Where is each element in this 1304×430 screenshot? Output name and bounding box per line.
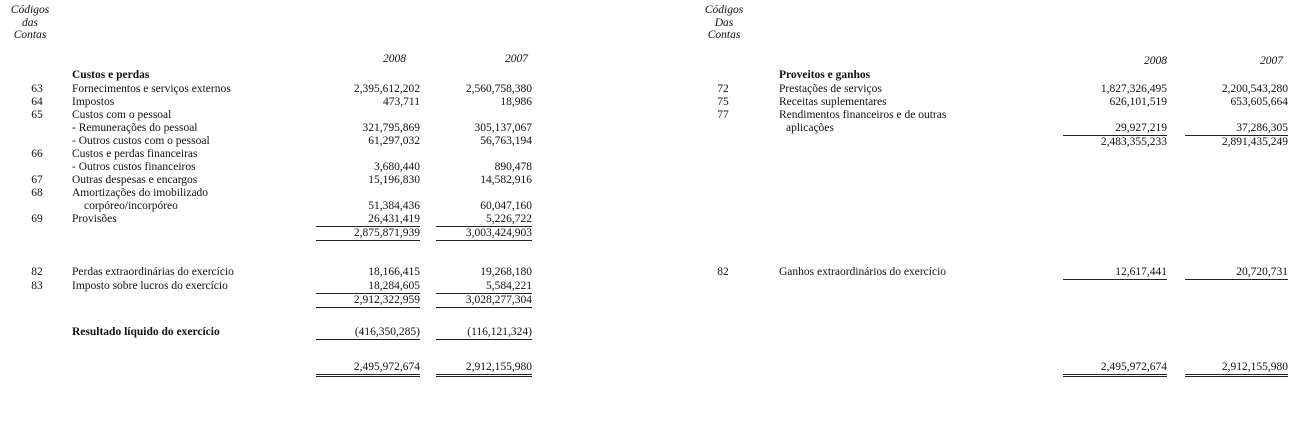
cost-label: Fornecimentos e serviços externos [72,83,231,95]
cost-code: 66 [31,148,43,160]
cost-code: 83 [31,280,43,292]
cost-code: 64 [31,96,43,108]
cost-label: Imposto sobre lucros do exercício [72,280,228,292]
revenue-subtotal-2008: 2,483,355,233 [1100,136,1167,148]
net-result-2007: (116,121,324) [436,326,532,340]
right-codes-line-2: Das [714,16,734,29]
cost-value-2008: 3,680,440 [374,161,420,173]
cost-value-2008: 18,166,415 [368,266,420,278]
cost-value-2007: 18,986 [500,96,532,108]
revenue-value-2007: 2,200,543,280 [1221,83,1288,95]
revenue-subtotal-2007: 2,891,435,249 [1221,136,1288,148]
cost-label: corpóreo/incorpóreo [84,200,178,212]
costs-subtotal-2008: 2,875,871,939 [316,227,420,241]
cost-code: 67 [31,174,43,186]
left-codes-line-2: das [22,16,38,29]
revenue-label: Ganhos extraordinários do exercício [779,266,947,278]
costs-subtotal-2007: 3,003,424,903 [436,227,532,241]
cost-value-2007: 56,763,194 [480,135,532,147]
costs-subtotal2-2007: 3,028,277,304 [436,294,532,308]
cost-value-2008: 15,196,830 [368,174,420,186]
right-year-2007: 2007 [1260,55,1283,67]
revenue-title: Proveitos e ganhos [779,69,871,81]
revenue-value-2007: 37,286,305 [1185,122,1288,136]
revenue-label: Prestações de serviços [779,83,882,95]
cost-label: - Remunerações do pessoal [72,122,198,134]
cost-value-2008: 51,384,436 [368,200,420,212]
cost-value-2008: 2,395,612,202 [353,83,420,95]
revenue-label: Rendimentos financeiros e de outras [779,109,947,121]
costs-total-2007: 2,912,155,980 [436,361,532,377]
revenue-code: 77 [717,109,729,121]
cost-value-2007: 14,582,916 [480,174,532,186]
right-codes-line-3: Contas [707,29,741,41]
left-codes-header [2,4,58,42]
revenue-code: 75 [717,96,729,108]
cost-label: - Outros custos financeiros [72,161,196,173]
revenue-value-2008: 626,101,519 [1109,96,1167,108]
cost-value-2008: 26,431,419 [316,213,420,227]
costs-title: Custos e perdas [72,69,150,81]
costs-total-2008: 2,495,972,674 [316,361,420,377]
revenue-value-2008: 12,617,441 [1063,266,1167,280]
revenue-code: 82 [717,266,729,278]
cost-label: Outras despesas e encargos [72,174,198,186]
cost-value-2007: 305,137,067 [474,122,532,134]
cost-label: Custos e perdas financeiras [72,148,198,160]
cost-label: - Outros custos com o pessoal [72,135,210,147]
left-year-2008: 2008 [383,53,406,65]
cost-label: Impostos [72,96,115,108]
cost-value-2007: 2,560,758,380 [465,83,532,95]
costs-subtotal2-2008: 2,912,322,959 [316,294,420,308]
revenue-value-2008: 1,827,326,495 [1100,83,1167,95]
cost-label: Provisões [72,213,117,225]
revenue-total-2008: 2,495,972,674 [1063,361,1167,377]
cost-label: Custos com o pessoal [72,109,172,121]
left-codes-line-3: Contas [13,29,47,41]
cost-value-2007: 60,047,160 [480,200,532,212]
cost-code: 69 [31,213,43,225]
cost-label: Amortizações do imobilizado [72,187,209,199]
revenue-value-2007: 20,720,731 [1185,266,1288,280]
left-codes-line-1: Códigos [10,4,50,16]
cost-code: 65 [31,109,43,121]
right-codes-line-1: Códigos [704,4,744,16]
net-result-2008: (416,350,285) [316,326,420,340]
left-year-2007: 2007 [505,53,528,65]
revenue-label: aplicações [786,122,834,134]
cost-value-2008: 321,795,869 [362,122,420,134]
revenue-total-2007: 2,912,155,980 [1185,361,1288,377]
cost-value-2007: 5,584,221 [436,280,532,294]
right-codes-header [700,4,748,42]
cost-code: 63 [31,83,43,95]
revenue-value-2007: 653,605,664 [1230,96,1288,108]
right-year-2008: 2008 [1144,55,1167,67]
cost-value-2007: 19,268,180 [480,266,532,278]
revenue-label: Receitas suplementares [779,96,887,108]
cost-label: Perdas extraordinárias do exercício [72,266,234,278]
revenue-value-2008: 29,927,219 [1063,122,1167,136]
cost-value-2008: 18,284,605 [316,280,420,294]
cost-value-2008: 61,297,032 [368,135,420,147]
revenue-code: 72 [717,83,729,95]
net-result-label: Resultado líquido do exercício [72,326,220,338]
cost-value-2007: 890,478 [494,161,532,173]
cost-code: 68 [31,187,43,199]
cost-value-2007: 5,226,722 [436,213,532,227]
cost-value-2008: 473,711 [383,96,420,108]
cost-code: 82 [31,266,43,278]
